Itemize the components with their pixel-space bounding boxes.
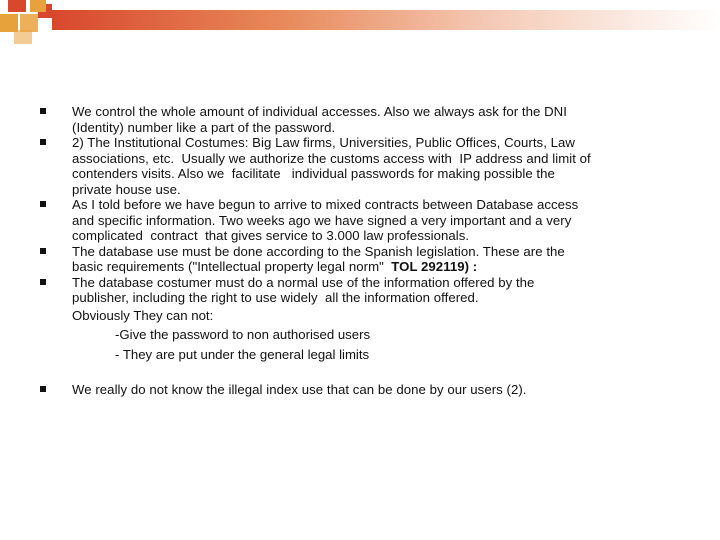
list-item-text: We really do not know the illegal index use that can be done by our users (2). bbox=[72, 381, 527, 397]
list-item-text: publisher, including the right to use widely all the information offered. bbox=[72, 290, 479, 305]
header-gradient-bar bbox=[52, 10, 720, 30]
list-item bbox=[40, 135, 705, 197]
list-item-text: associations, etc. Usually we authorize the customs access with IP address and limit of bbox=[72, 150, 591, 166]
bullet-list bbox=[40, 382, 705, 398]
requirements-suffix: ) : bbox=[464, 259, 478, 274]
slide-body bbox=[40, 104, 705, 397]
list-item-text: 2) The Institutional Costumes: Big Law firms, Universities, Public Offices, Courts, Law bbox=[72, 135, 575, 150]
sub-list-item: -Give the password to non authorised users bbox=[115, 326, 371, 342]
list-item-text: private house use. bbox=[72, 181, 181, 197]
legal-norm-reference: TOL 292119 bbox=[391, 259, 465, 274]
sub-list-item: - They are put under the general legal limits bbox=[115, 346, 370, 362]
square-bullet-icon bbox=[40, 386, 46, 392]
list-item bbox=[40, 244, 705, 275]
requirements-text: basic requirements ("Intellectual property legal norm" bbox=[72, 259, 392, 274]
decor-square bbox=[14, 30, 32, 44]
square-bullet-icon bbox=[40, 279, 46, 285]
list-item-text: and specific information. Two weeks ago we have signed a very important and a very bbox=[72, 212, 572, 228]
square-bullet-icon bbox=[40, 201, 46, 207]
list-item-text: (Identity) number like a part of the password. bbox=[72, 119, 336, 135]
list-item bbox=[40, 382, 705, 398]
list-item bbox=[40, 197, 705, 244]
list-item-text: As I told before we have begun to arrive to mixed contracts between Database access bbox=[72, 197, 579, 212]
square-bullet-icon bbox=[40, 108, 46, 114]
list-item-text: complicated contract that gives service to 3.000 law professionals. bbox=[72, 228, 470, 243]
list-item-text: contenders visits. Also we facilitate individual passwords for making possible the bbox=[72, 166, 555, 181]
list-item bbox=[40, 104, 705, 135]
list-item-text bbox=[72, 259, 705, 275]
square-bullet-icon bbox=[40, 248, 46, 254]
corner-decoration bbox=[0, 0, 60, 45]
list-item-text: The database costumer must do a normal use of the information offered by the bbox=[72, 274, 535, 290]
sub-text: Obviously They can not: bbox=[72, 307, 214, 323]
list-item-text: The database use must be done according to the Spanish legislation. These are the bbox=[72, 243, 565, 259]
decor-square bbox=[8, 0, 26, 12]
list-item bbox=[40, 275, 705, 306]
decor-square bbox=[30, 0, 46, 12]
list-item-text: We control the whole amount of individual accesses. Also we always ask for the DNI bbox=[72, 104, 567, 119]
square-bullet-icon bbox=[40, 139, 46, 145]
bullet-list bbox=[40, 104, 705, 306]
